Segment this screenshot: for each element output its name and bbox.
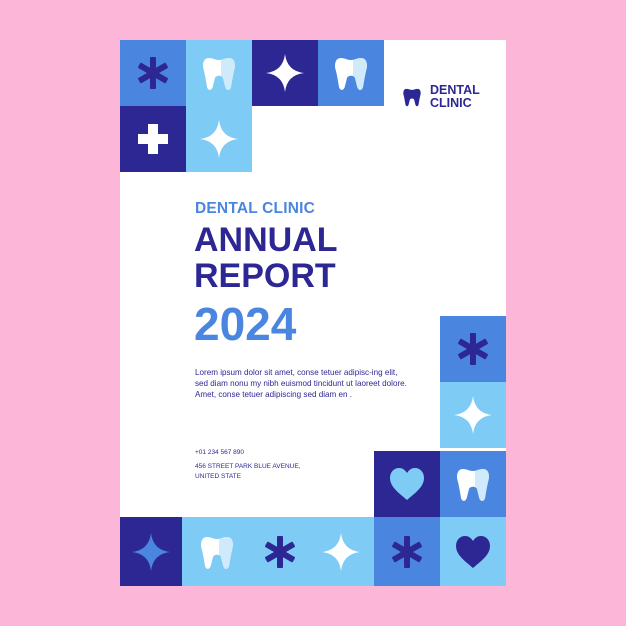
- cross-icon: [131, 117, 175, 161]
- sparkle-icon: [263, 51, 307, 95]
- tile-cross: [120, 106, 186, 172]
- tile-tooth: [318, 40, 384, 106]
- tile-sparkle: [440, 382, 506, 448]
- tile-asterisk: [374, 517, 440, 586]
- sparkle-icon: [197, 117, 241, 161]
- asterisk-icon: [258, 530, 302, 574]
- brand-name: DENTAL CLINIC: [430, 83, 480, 110]
- tile-heart: [440, 517, 506, 586]
- asterisk-icon: [385, 530, 429, 574]
- tile-tooth: [182, 517, 252, 586]
- sparkle-icon: [319, 530, 363, 574]
- heart-icon: [451, 530, 495, 574]
- asterisk-icon: [451, 327, 495, 371]
- tooth-icon: [195, 530, 239, 574]
- heart-icon: [385, 462, 429, 506]
- tile-tooth: [440, 451, 506, 517]
- tooth-icon: [451, 462, 495, 506]
- sparkle-icon: [129, 530, 173, 574]
- annual-report-poster: [120, 40, 506, 586]
- tile-sparkle: [186, 106, 252, 172]
- tooth-icon: [197, 51, 241, 95]
- asterisk-icon: [131, 51, 175, 95]
- brand-logo: [400, 84, 500, 110]
- tooth-icon: [400, 85, 424, 109]
- sparkle-icon: [451, 393, 495, 437]
- report-year: 2024: [194, 298, 297, 350]
- tooth-icon: [329, 51, 373, 95]
- tile-sparkle: [120, 517, 182, 586]
- tile-asterisk: [120, 40, 186, 106]
- tile-asterisk: [440, 316, 506, 382]
- report-title: ANNUAL REPORT: [194, 221, 337, 295]
- tile-sparkle: [308, 517, 374, 586]
- body-paragraph: Lorem ipsum dolor sit amet, conse tetuer adipisc-ing elit, sed diam nonu my nibh euismod tincidunt ut laoreet dolore. Amet, conse tetuer adipiscing sed diam en .: [195, 368, 407, 399]
- tile-tooth: [186, 40, 252, 106]
- tile-heart: [374, 451, 440, 517]
- tile-asterisk: [252, 517, 308, 586]
- report-subtitle: DENTAL CLINIC: [195, 200, 315, 217]
- tile-sparkle: [252, 40, 318, 106]
- street-address: 456 STREET PARK BLUE AVENUE, UNITED STATE: [195, 463, 301, 480]
- phone-number: +01 234 567 890: [195, 449, 244, 456]
